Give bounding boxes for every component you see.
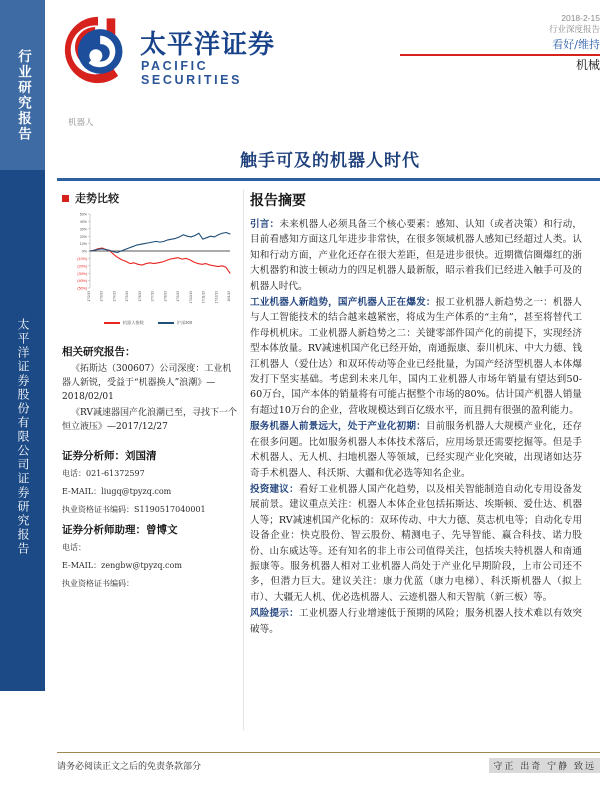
svg-text:30%: 30% [79,227,87,232]
document-header [60,12,600,96]
report-type: 行业深度报告 [548,25,600,35]
svg-text:50%: 50% [79,212,87,217]
footer-divider [57,752,600,753]
analyst-email[interactable]: E-MAIL：liugq@tpyzq.com [62,487,172,496]
chart-section-heading [62,190,237,206]
related-reports-section [62,344,237,434]
chart-svg [62,210,234,318]
svg-text:17/6/13: 17/6/13 [137,291,142,302]
related-report-item[interactable]: 《RV减速器国产化浪潮已至，寻找下一个恒立液压》—2017/12/27 [62,408,237,432]
analyst-phone: 电话：021-61372597 [62,469,145,478]
summary-paragraph [250,217,582,294]
logo-english-name: PACIFIC SECURITIES [141,59,243,87]
summary-paragraph [250,606,582,637]
paragraph-lead: 服务机器人前景远大，处于产业化初期： [250,421,426,433]
pacific-securities-logo-icon [62,14,134,86]
paragraph-text: 报工业机器人新趋势之一：机器人与人工智能技术的结合越来越紧密，将成为生产体系的“主角”，甚至将替代工作母机机床。工业机器人新趋势之二：关键零部件国产化的前提下，实现经济型本体放量。RV减速机国产化已经开始，南通振康、泰川机床、中大力德、钱江机器人（爱仕达）和双环传动等企业已经批量，为国产经济型机器人本体爆发打下坚实基础。考虑到未来几年，国内工业机器人市场年销量有望达到50-60万台，国产本体的销量将有可能占据整个市场的80%。估计国产机器人销量有超过10万台的企业，营收规模达到百亿级水平，而且拥有很强的盈利能力。 [250,297,583,416]
svg-text:17/7/13: 17/7/13 [150,291,155,302]
summary-heading: 报告摘要 [250,193,306,209]
paragraph-lead: 投资建议： [250,483,299,495]
chart-legend [62,320,234,326]
summary-paragraph [250,419,582,481]
svg-text:(40%): (40%) [77,279,87,284]
svg-text:(30%): (30%) [77,271,87,276]
svg-text:10%: 10% [79,242,87,247]
svg-text:17/9/13: 17/9/13 [176,291,181,302]
paragraph-text: 看好工业机器人国产化趋势，以及相关智能制造自动化专用设备发展前景。建议重点关注：机器人本体企业包括拓斯达、埃斯顿、爱仕达、机器人等；RV减速机国产化标的：双环传动、中大力德、莫志机电等；自动化专用设备企业：快克股份、智云股份、精测电子、先导智能、赢合科技、诺力股份、山东威达等。还有知名的非上市公司值得关注，包括埃夫特机器人和南通振康等。服务机器人相对工业机器人尚处于产业化早期阶段，上市公司还不多，但潜力巨大。建议关注：康力优蓝（康力电梯）、科沃斯机器人（拟上市）、大疆无人机、优必选机器人、云迹机器人和天智航（新三板）等。 [250,483,583,603]
logo-chinese-name: 太平洋证券 [140,30,276,60]
rating-badge: 看好/维持 [552,38,600,51]
analyst-cert: 执业资格证书编码：S1190517040001 [62,505,206,514]
paragraph-lead: 风险提示： [250,608,299,620]
legend-item-robot-index [104,320,144,326]
svg-text:17/5/13: 17/5/13 [125,291,130,302]
document-footer [57,758,600,773]
chart-heading-label: 走势比较 [75,192,119,205]
svg-text:17/2/13: 17/2/13 [87,291,91,302]
related-report-item[interactable]: 《拓斯达（300607）公司深度：工业机器人新锐，受益于“机器换人”浪潮》—2018/02/01 [62,364,232,402]
summary-paragraph [250,295,582,418]
svg-text:17/11/13: 17/11/13 [201,291,206,304]
paragraph-text: 目前服务机器人大规模产业化，还存在很多问题。比如服务机器人本体技术落后，应用场景还需要挖掘等。但是手术机器人、无人机、扫地机器人等领域，已经实现产业化突破，出现诸如达芬奇手术机器人、科沃斯、大疆和优必选等知名企业。 [250,421,583,479]
analyst-section [62,448,237,589]
assistant-name: 证券分析师助理：曾博文 [62,524,178,536]
svg-text:(20%): (20%) [77,264,87,269]
summary-body [250,217,582,637]
left-sidebar [0,0,45,792]
svg-text:40%: 40% [79,220,87,224]
svg-text:(50%): (50%) [77,286,87,291]
sidebar-bottom-band [0,170,45,691]
footer-motto: 守正 出奇 宁静 致远 [489,758,600,773]
paragraph-text: 未来机器人必须具备三个核心要素：感知、认知（或者决策）和行动，目前看感知方面这几年进步非常快，在很多领域机器人感知已经超过人类。认知和行动方面，产业化还存在很大差距，但是进步很快。近期微信圈爆红的浙大机器豹和波士顿动力的四足机器人最新版，昭示着我们已经进入触手可及的机器人时代。 [250,219,583,292]
report-date: 2018-2-15 [561,13,600,23]
assistant-cert: 执业资格证书编码： [62,579,134,588]
footer-disclaimer: 请务必阅读正文之后的免责条款部分 [57,762,202,772]
sidebar-bottom-label: 太平洋证券股份有限公司证券研究报告 [16,318,30,556]
paragraph-lead: 工业机器人新趋势，国产机器人正在爆发： [250,297,436,309]
svg-text:17/12/13: 17/12/13 [214,291,219,304]
industry-tag: 机器人 [68,118,94,128]
svg-text:17/3/13: 17/3/13 [99,291,104,302]
bullet-square-icon [62,195,69,202]
legend-label-1: 沪深300 [176,320,193,325]
trend-comparison-chart [62,210,234,330]
svg-text:(10%): (10%) [77,257,87,261]
svg-text:20%: 20% [79,234,87,239]
right-column [250,190,582,638]
header-divider [400,54,600,56]
assistant-phone: 电话： [62,543,86,552]
svg-text:0%: 0% [81,249,87,254]
assistant-email[interactable]: E-MAIL：zengbw@tpyzq.com [62,561,182,570]
svg-text:18/1/13: 18/1/13 [227,291,231,302]
sector-label: 机械 [575,58,600,73]
related-reports-heading: 相关研究报告： [62,346,136,358]
sidebar-top-label: 行业研究报告 [15,48,31,142]
summary-paragraph [250,482,582,605]
legend-label-0: 机器人指数 [122,320,144,325]
svg-text:17/8/13: 17/8/13 [163,291,168,302]
column-divider [243,190,244,730]
left-column [62,190,237,596]
svg-text:17/4/13: 17/4/13 [112,291,117,302]
paragraph-text: 工业机器人行业增速低于预期的风险；服务机器人技术难以有效突破等。 [250,608,583,635]
analyst-name: 证券分析师：刘国清 [62,450,157,462]
company-logo [60,12,290,90]
legend-item-csi300 [158,320,192,326]
title-divider [57,178,600,181]
paragraph-lead: 引言： [250,219,280,230]
header-meta-block [400,12,600,73]
page-title: 触手可及的机器人时代 [240,151,420,171]
svg-text:17/10/13: 17/10/13 [188,291,193,304]
sidebar-top-band [0,0,45,170]
